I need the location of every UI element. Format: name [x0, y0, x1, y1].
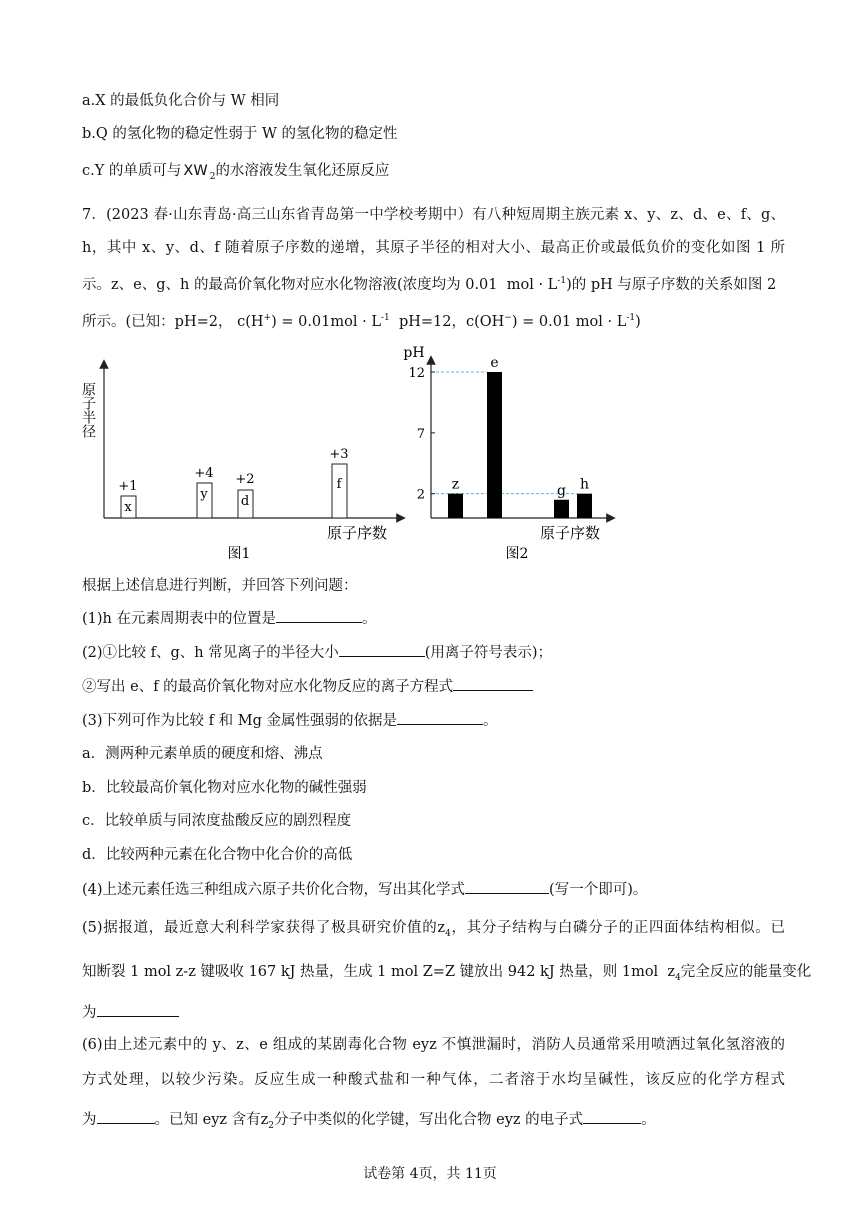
q2a: (2)①比较 f、g、h 常见离子的半径大小 (用离子符号表示)；: [82, 642, 552, 663]
fig2-bar-label-e: e: [490, 355, 499, 371]
q5-line-3: 为: [82, 1002, 179, 1023]
fig2-bar-z: [448, 494, 463, 518]
q7-line-4: 所示。(已知：pH=2， $c(H^+) = 0.01mol \cdot L^{-1}$ pH=12，c(OH−) = 0.01 mol · $L^{-1}$): [82, 313, 641, 330]
fig1-ylabel: 原子半径: [80, 382, 96, 438]
fig1-bar-y-label: y: [200, 487, 208, 502]
q7-line-2: h，其中 x、y、d、f 随着原子序数的递增，其原子半径的相对大小、最高正价或最低负价的变化如图 1 所: [82, 240, 785, 256]
q7-line-1: 7．(2023 春·山东青岛·高三山东省青岛第一中学校考期中）有八种短周期主族元素 x、y、z、d、e、f、g、: [82, 207, 785, 223]
fig1-bar-x-valence: +1: [118, 479, 138, 494]
fig2-bar-label-h: h: [579, 476, 590, 493]
fig2-ylabel: pH: [403, 345, 425, 361]
q3-option-a: a．测两种元素单质的硬度和熔、沸点: [82, 746, 323, 762]
fig1-bar-y-valence: +4: [194, 466, 214, 481]
fig1-xlabel: 原子序数: [326, 524, 388, 542]
q5-line-2: 知断裂 1 mol z-z 键吸收 167 kJ 热量，生成 1 mol Z=Z 键放出 942 kJ 热量，则 1mol $z_4$完全反应的能量变化: [82, 964, 812, 983]
intro: 根据上述信息进行判断，并回答下列问题：: [82, 578, 358, 594]
fig2-ytick-label: 2: [416, 487, 425, 503]
q3: (3)下列可作为比较 f 和 Mg 金属性强弱的依据是 。: [82, 710, 497, 731]
fig2-bar-h: [577, 494, 592, 518]
q3-option-c: c．比较单质与同浓度盐酸反应的剧烈程度: [82, 813, 352, 829]
q4: (4)上述元素任选三种组成六原子共价化合物，写出其化学式 (写一个即可)。: [82, 879, 647, 900]
figure-1: [75, 350, 410, 570]
fig1-caption: 图1: [227, 546, 251, 562]
q6-line-3: 为 。已知 eyz 含有$z_2$分子中类似的化学键，写出化合物 eyz 的电子式 。: [82, 1109, 656, 1136]
fig2-ytick-label: 12: [408, 366, 425, 381]
fig1-bar-x-label: x: [124, 500, 132, 515]
option-c: c.Y 的单质可与 XW $_2$的水溶液发生氧化还原反应: [82, 163, 390, 182]
fig2-bar-label-g: g: [557, 482, 566, 499]
fig1-bar-f-valence: +3: [329, 447, 349, 462]
fig2-bar-e: [487, 372, 502, 518]
fig2-bar-g: [554, 500, 569, 518]
q3-option-b: b．比较最高价氧化物对应水化物的碱性强弱: [82, 780, 367, 796]
fig2-caption: 图2: [505, 546, 529, 562]
q5-line-1: (5)据报道，最近意大利科学家获得了极具研究价值的$z_4$，其分子结构与白磷分子的正四面体结构相似。已: [82, 920, 785, 939]
fig2-xlabel: 原子序数: [539, 524, 601, 542]
q6-line-1: (6)由上述元素中的 y、z、e 组成的某剧毒化合物 eyz 不慎泄漏时，消防人员通常采用喷洒过氧化氢溶液的: [82, 1037, 785, 1053]
q6-line-2: 方式处理，以较少污染。反应生成一种酸式盐和一种气体，二者溶于水均呈碱性，该反应的化学方程式: [82, 1072, 785, 1088]
option-b: b.Q 的氢化物的稳定性弱于 W 的氢化物的稳定性: [82, 126, 398, 142]
q7-line-3: 示。z、e、g、h 的最高价氧化物对应水化物溶液(浓度均为 0.01 mol · $L^{-1}$)的 pH 与原子序数的关系如图 2: [82, 276, 777, 293]
fig1-bar-f-label: f: [336, 477, 342, 492]
page-footer: 试卷第 4页，共 11页: [363, 1166, 497, 1182]
q1: (1)h 在元素周期表中的位置是 。: [82, 608, 377, 629]
q2b: ②写出 e、f 的最高价氧化物对应水化物反应的离子方程式: [82, 676, 533, 697]
figure-2-chart: [395, 340, 620, 570]
q3-option-d: d．比较两种元素在化合物中化合价的高低: [82, 847, 353, 863]
fig1-bar-d-label: d: [240, 494, 250, 509]
fig2-ytick-label: 7: [416, 426, 425, 442]
option-a: a.X 的最低负化合价与 W 相同: [82, 93, 280, 109]
fig1-bar-d-valence: +2: [235, 472, 255, 487]
fig2-bar-label-z: z: [451, 476, 460, 493]
